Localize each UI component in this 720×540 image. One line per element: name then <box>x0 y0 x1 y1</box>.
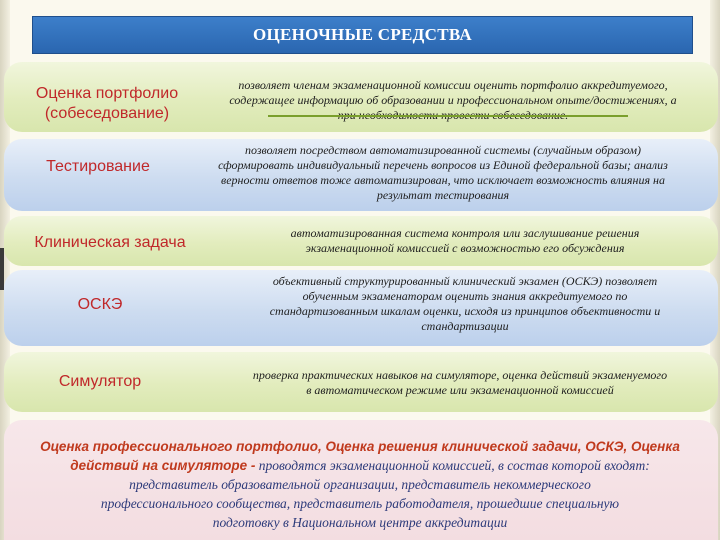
summary-text <box>14 437 706 532</box>
label-clinical-task: Клиническая задача <box>34 234 186 251</box>
summary-line-2: проводятся экзаменационной комиссией, в состав которой входят: <box>255 458 650 473</box>
desc-oske-line-2: обученным экзаменаторам оценить знания аккредитуемого по <box>302 289 628 303</box>
label-portfolio <box>18 84 196 124</box>
page-title: ОЦЕНОЧНЫЕ СРЕДСТВА <box>32 16 693 54</box>
desc-clinical-line-2: экзаменационной комиссией с возможностью его обсуждения <box>305 241 625 255</box>
desc-testing <box>165 143 720 203</box>
label-testing: Тестирование <box>46 158 150 175</box>
summary-line-5: подготовку в Национальном центре аккредитации <box>212 515 508 530</box>
desc-clinical-task <box>215 226 715 256</box>
summary-highlight-2: действий на симуляторе - <box>70 458 256 473</box>
desc-oske <box>215 274 715 334</box>
desc-testing-line-2: сформировать индивидуальный перечень вопросов из Единой федеральной базы; анализ <box>218 158 668 172</box>
desc-simulator <box>205 368 715 398</box>
desc-portfolio-line-2: содержащее информацию об образовании и профессиональном опыте/достижениях, а <box>229 93 677 107</box>
portfolio-underline <box>268 115 628 117</box>
desc-oske-line-3: стандартизованным шкалам оценки, исходя из принципов объективности и <box>269 304 661 318</box>
label-oske: ОСКЭ <box>77 296 123 313</box>
desc-oske-line-1: объективный структурированный клинический экзамен (ОСКЭ) позволяет <box>272 274 658 288</box>
desc-oske-line-4: стандартизации <box>421 319 509 333</box>
label-portfolio-line-2: (собеседование) <box>44 105 170 122</box>
desc-simulator-line-2: в автоматическом режиме или экзаменационной комиссией <box>306 383 614 397</box>
desc-testing-line-4: результат тестирования <box>376 188 510 202</box>
desc-simulator-line-1: проверка практических навыков на симуляторе, оценка действий экзаменуемого <box>252 368 668 382</box>
summary-line-4: профессионального сообщества, представитель работодателя, прошедшие специальную <box>100 496 620 511</box>
label-portfolio-line-1: Оценка портфолио <box>35 85 179 102</box>
desc-testing-line-1: позволяет посредством автоматизированной системы (случайным образом) <box>245 143 641 157</box>
desc-clinical-line-1: автоматизированная система контроля или заслушивание решения <box>290 226 640 240</box>
desc-testing-line-3: верности ответов тоже автоматизирован, что исключает возможность влияния на <box>221 173 665 187</box>
summary-highlight-1: Оценка профессионального портфолио, Оценка решения клинической задачи, ОСКЭ, Оценка <box>40 439 680 454</box>
label-simulator: Симулятор <box>58 373 142 390</box>
desc-portfolio-line-1: позволяет членам экзаменационной комиссии оценить портфолио аккредитуемого, <box>238 78 668 92</box>
summary-line-3: представитель образовательной организации, представитель некоммерческого <box>129 477 591 492</box>
